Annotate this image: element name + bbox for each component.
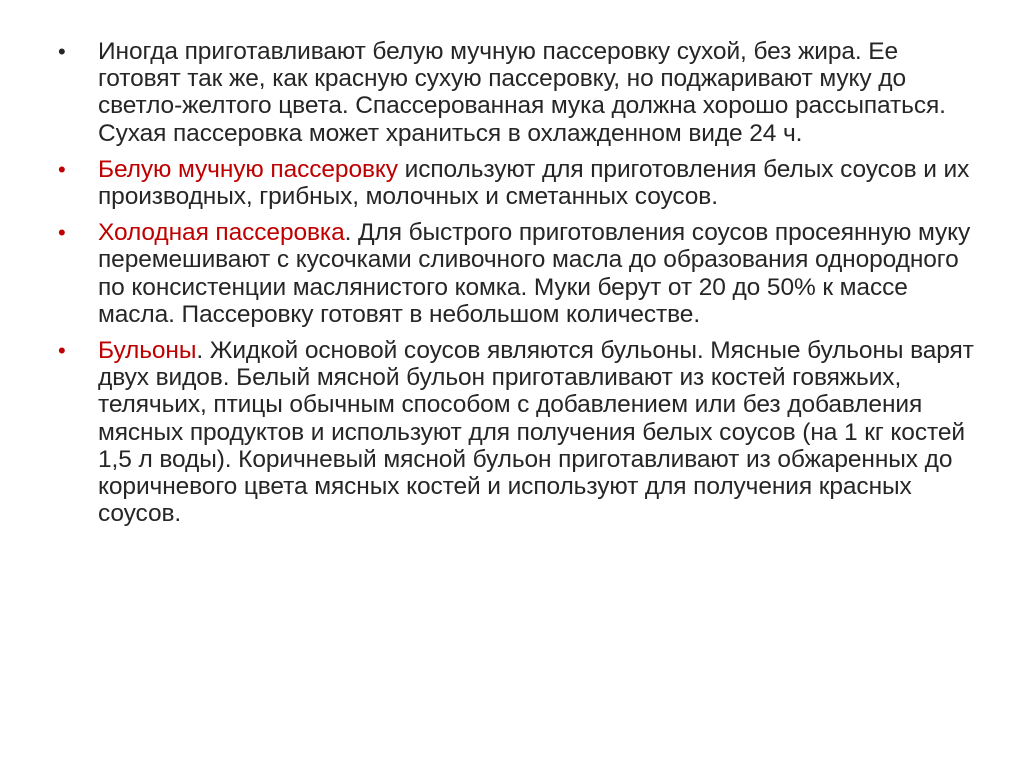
bullet-item-white-passerovka — [56, 156, 976, 210]
bullet-highlight-term: Холодная пассеровка — [98, 219, 345, 247]
slide-content — [56, 38, 976, 536]
bullet-highlight-term: Бульоны — [98, 337, 197, 365]
bullet-text: . Жидкой основой соусов являются бульоны. Мясные бульоны варят двух видов. Белый мясной бульон приготавливают из костей говяжьих, телячьих, птицы обычным способом с добавлением или без добавления мясных продуктов и используют для получения белых соусов (на 1 кг костей 1,5 л воды). Коричневый мясной бульон приготавливают из обжаренных до коричневого цвета мясных костей и используют для получения красных соусов. — [98, 337, 974, 528]
bullet-highlight-term: Белую мучную пассеровку — [98, 155, 398, 183]
bullet-item-broths — [56, 337, 976, 527]
bullet-marker: • — [58, 338, 66, 364]
bullet-marker: • — [58, 156, 66, 182]
bullet-marker: • — [58, 220, 66, 246]
bullet-list — [56, 38, 976, 527]
bullet-text: используют для приготовления белых соусов и их производных, грибных, молочных и сметанных соусов. — [98, 155, 970, 211]
bullet-item-dry-passerovka — [56, 38, 976, 147]
bullet-text: Иногда приготавливают белую мучную пассеровку сухой, без жира. Ее готовят так же, как красную сухую пассеровку, но поджаривают муку до светло-желтого цвета. Спассерованная мука должна хорошо рассыпаться. Сухая пассеровка может храниться в охлажденном виде 24 ч. — [98, 38, 946, 147]
bullet-marker: • — [58, 39, 66, 64]
bullet-text: . Для быстрого приготовления соусов просеянную муку перемешивают с кусочками сливочного масла до образования однородного по консистенции маслянистого комка. Муки берут от 20 до 50% к массе масла. Пассеровку готовят в небольшом количестве. — [98, 219, 971, 328]
bullet-item-cold-passerovka — [56, 219, 976, 328]
